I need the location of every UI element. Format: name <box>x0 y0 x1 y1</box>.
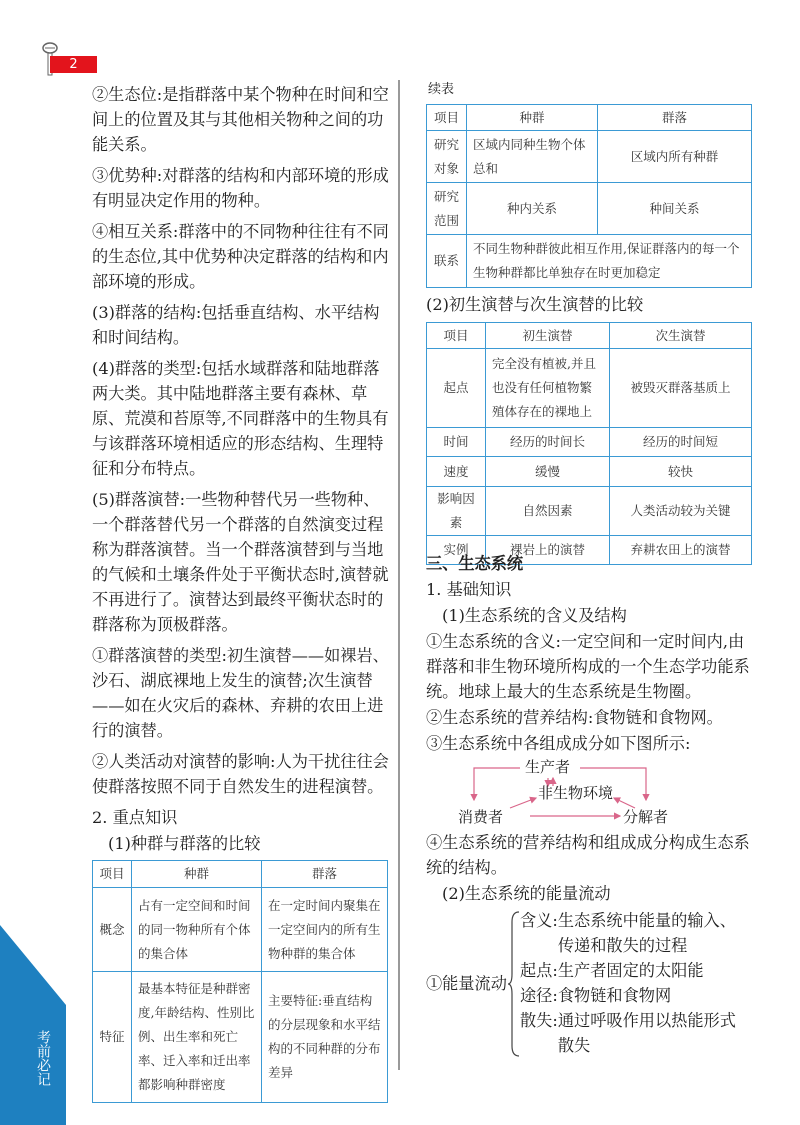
paragraph: ②生态位:是指群落中某个物种在时间和空间上的位置及其与其他相关物种之间的功能关系。 <box>92 85 389 154</box>
table-cell: 特征 <box>93 972 132 1103</box>
item-value: 生态系统中能量的输入、传递和散失的过程 <box>557 911 736 955</box>
subheading: (2)初生演替与次生演替的比较 <box>426 295 644 314</box>
paragraph: ③生态系统中各组成成分如下图所示: <box>426 734 691 753</box>
table-header: 项目 <box>427 105 467 131</box>
table-cell: 经历的时间长 <box>486 428 610 457</box>
energy-flow <box>426 908 752 1060</box>
subheading: (2)生态系统的能量流动 <box>442 884 611 903</box>
population-community-table <box>92 860 388 1103</box>
abiotic-environment-label: 非生物环境 <box>538 784 614 802</box>
table-header: 群落 <box>262 861 388 888</box>
table-cell: 自然因素 <box>486 487 610 536</box>
table-cell: 裸岩上的演替 <box>486 536 610 565</box>
paragraph: (4)群落的类型:包括水域群落和陆地群落两大类。其中陆地群落主要有森林、草原、荒漠和苔原等,不同群落中的生物具有与该群落环境相适应的形态结构、生理特征和分布特点。 <box>92 359 389 478</box>
item-value: 通过呼吸作用以热能形式散失 <box>557 1011 736 1055</box>
energy-item <box>520 1008 752 1058</box>
table-cell: 完全没有植被,并且也没有任何植物繁殖体存在的裸地上 <box>486 349 610 428</box>
table-cell: 较快 <box>610 457 752 487</box>
table-header: 项目 <box>93 861 132 888</box>
item-key: 途径: <box>520 986 558 1005</box>
energy-item <box>520 908 752 958</box>
side-tab <box>0 925 66 1125</box>
table-header: 种群 <box>132 861 262 888</box>
item-key: 含义: <box>520 911 558 930</box>
item-value: 食物链和食物网 <box>557 986 672 1005</box>
table-cell: 时间 <box>427 428 486 457</box>
energy-item <box>520 983 752 1008</box>
table-cell: 最基本特征是种群密度,年龄结构、性别比例、出生率和死亡率、迁入率和迁出率都影响种群密度 <box>132 972 262 1103</box>
population-community-table-continued <box>426 104 752 288</box>
paragraph: ④生态系统的营养结构和组成成分构成生态系统的结构。 <box>426 833 750 877</box>
ecosystem-diagram <box>458 758 720 826</box>
table-header: 次生演替 <box>610 323 752 349</box>
table-cell: 实例 <box>427 536 486 565</box>
side-tab-label: 考前必记 <box>35 1030 51 1086</box>
table-cell: 区域内所有种群 <box>598 131 752 183</box>
energy-item <box>520 958 752 983</box>
table-cell: 起点 <box>427 349 486 428</box>
paragraph: (3)群落的结构:包括垂直结构、水平结构和时间结构。 <box>92 303 380 347</box>
section-heading: 2. 重点知识 <box>92 808 178 827</box>
paragraph: ③优势种:对群落的结构和内部环境的形成有明显决定作用的物种。 <box>92 166 389 210</box>
page-number: 2 <box>50 56 97 73</box>
table-cell: 占有一定空间和时间的同一物种所有个体的集合体 <box>132 888 262 972</box>
table-cell: 区域内同种生物个体总和 <box>467 131 598 183</box>
paragraph: ②人类活动对演替的影响:人为干扰往往会使群落按照不同于自然发生的进程演替。 <box>92 752 389 796</box>
table-cell: 不同生物种群彼此相互作用,保证群落内的每一个生物种群都比单独存在时更加稳定 <box>467 235 752 288</box>
item-value: 生产者固定的太阳能 <box>557 961 704 980</box>
table-cell: 研究范围 <box>427 183 467 235</box>
continued-label: 续表 <box>428 82 455 97</box>
consumer-label: 消费者 <box>458 808 504 826</box>
paragraph: (5)群落演替:一些物种替代另一些物种、一个群落替代另一个群落的自然演变过程称为群落演替。当一个群落演替到与当地的气候和土壤条件处于平衡状态时,演替就不再进行了。演替达到最终平衡状态时的群落称为顶极群落。 <box>92 490 389 634</box>
table-cell: 速度 <box>427 457 486 487</box>
table-cell: 联系 <box>427 235 467 288</box>
subheading: (1)种群与群落的比较 <box>108 834 261 853</box>
section-heading: 三、生态系统 <box>426 554 524 573</box>
table-cell: 影响因素 <box>427 487 486 536</box>
energy-flow-list <box>520 908 752 1058</box>
decomposer-label: 分解者 <box>623 808 669 826</box>
table-cell: 在一定时间内聚集在一定空间内的所有生物种群的集合体 <box>262 888 388 972</box>
table-cell: 人类活动较为关键 <box>610 487 752 536</box>
table-header: 种群 <box>467 105 598 131</box>
table-cell: 概念 <box>93 888 132 972</box>
subheading: 1. 基础知识 <box>426 580 512 599</box>
paragraph: ①生态系统的含义:一定空间和一定时间内,由群落和非生物环境所构成的一个生态学功能系统。地球上最大的生态系统是生物圈。 <box>426 632 750 701</box>
table-header: 项目 <box>427 323 486 349</box>
table-cell: 被毁灭群落基质上 <box>610 349 752 428</box>
paragraph: ①群落演替的类型:初生演替——如裸岩、沙石、湖底裸地上发生的演替;次生演替——如在火灾后的森林、弃耕的农田上进行的演替。 <box>92 646 389 740</box>
table-cell: 种内关系 <box>467 183 598 235</box>
table-cell: 缓慢 <box>486 457 610 487</box>
paragraph: ②生态系统的营养结构:食物链和食物网。 <box>426 708 723 727</box>
table-header: 初生演替 <box>486 323 610 349</box>
subheading: (1)生态系统的含义及结构 <box>442 606 627 625</box>
table-header: 群落 <box>598 105 752 131</box>
producer-label: 生产者 <box>525 758 571 776</box>
energy-flow-label: ①能量流动 <box>426 974 507 993</box>
brace-icon <box>508 910 520 1058</box>
column-divider <box>398 80 400 1070</box>
left-column <box>92 82 392 1103</box>
item-key: 起点: <box>520 961 558 980</box>
item-key: 散失: <box>520 1011 558 1030</box>
paragraph: ④相互关系:群落中的不同物种往往有不同的生态位,其中优势种决定群落的结构和内部环境的形成。 <box>92 222 389 291</box>
table-cell: 种间关系 <box>598 183 752 235</box>
table-cell: 弃耕农田上的演替 <box>610 536 752 565</box>
table-cell: 主要特征:垂直结构的分层现象和水平结构的不同种群的分布差异 <box>262 972 388 1103</box>
succession-table <box>426 322 752 565</box>
table-cell: 经历的时间短 <box>610 428 752 457</box>
table-cell: 研究对象 <box>427 131 467 183</box>
ecosystem-section <box>426 551 752 1060</box>
